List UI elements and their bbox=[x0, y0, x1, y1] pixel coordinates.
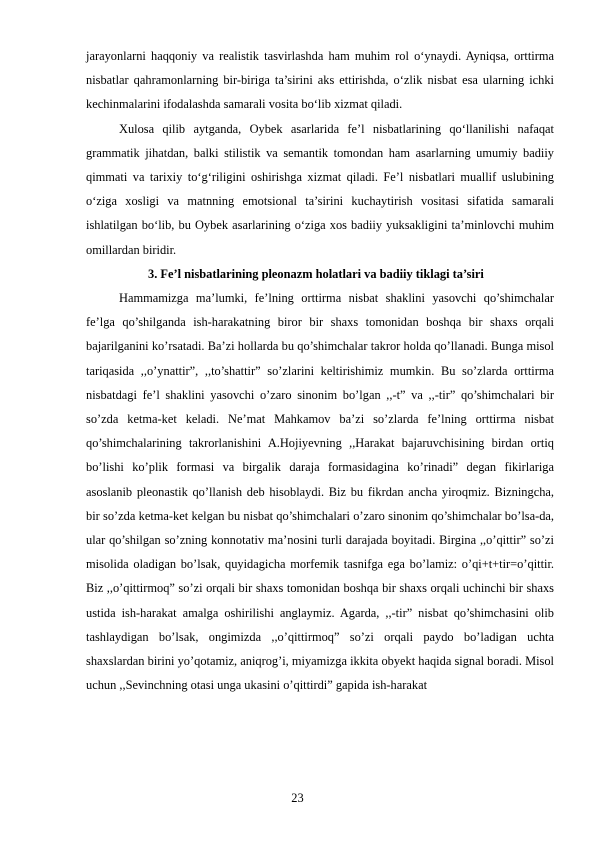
paragraph-body: Hammamizga ma’lumki, fe’lning orttirma nisbat shaklini yasovchi qo’shimchalar fe’lga qo’shilganda ish-harakatning biror bir shaxs tomonidan boshqa bir shaxs orqali bajarilganini ko’rsatadi. Ba’zi hollarda bu qo’shimchalar takror holda qo’llanadi. Bunga misol tariqasida ,,o’ynattir”, ,,to’shattir” so’zlarini keltirishimiz mumkin. Bu so’zlarda orttirma nisbatdagi fe’l shaklini yasovchi o’zaro sinonim bo’lgan ,,-t” va ,,-tir” qo’shimchalari bir so’zda ketma-ket keladi. Ne’mat Mahkamov ba’zi so’zlarda fe’lning orttirma nisbat qo’shimchalarining takrorlanishini A.Hojiyevning ,,Harakat bajaruvchisining birdan ortiq bo’lishi ko’plik formasi va birgalik daraja formasidagina ko’rinadi” degan fikirlariga asoslanib pleonastik qo’llanish deb hisoblaydi. Biz bu fikrdan ancha yiroqmiz. Bizningcha, bir so’zda ketma-ket kelgan bu nisbat qo’shimchalari o’zaro sinonim qo’shimchalar bo’lsa-da, ular qo’shilgan so’zning konnotativ ma’nosini turli darajada boyitadi. Birgina ,,o’qittir” so’zi misolida oladigan bo’lsak, quyidagicha morfemik tasnifga ega bo’lamiz: o’qi+t+tir=o’qittir. Biz ,,o’qittirmoq” so’zi orqali bir shaxs tomonidan boshqa bir shaxs orqali uchinchi bir shaxs ustida ish-harakat amalga oshirilishi anglaymiz. Agarda, ,,-tir” nisbat qo’shimchasini olib tashlaydigan bo’lsak, ongimizda ,,o’qittirmoq” so’zi orqali paydo bo’ladigan uchta shaxslardan birini yo’qotamiz, aniqrog’i, miyamizga ikkita obyekt haqida signal boradi. Misol uchun ,,Sevinchning otasi unga ukasini o’qittirdi” gapida ish-harakat bbox=[86, 291, 554, 693]
section-heading: 3. Fe’l nisbatlarining pleonazm holatlari va badiiy tiklagi ta’siri bbox=[148, 266, 484, 281]
document-page bbox=[86, 44, 554, 697]
paragraph-conclusion: Xulosa qilib aytganda, Oybek asarlarida fe’l nisbatlarining qo‘llanilishi nafaqat grammatik jihatdan, balki stilistik va semantik tomondan ham asarlarning umumiy badiiy qimmati va tarixiy to‘g‘riligini oshirishga xizmat qiladi. Fe’l nisbatlari muallif uslubining o‘ziga xosligi va matnning emotsional ta’sirini kuchaytirish vositasi sifatida samarali ishlatilgan bo‘lib, bu Oybek asarlarining o‘ziga xos badiiy yuksakligini ta’minlovchi muhim omillardan biridir. bbox=[86, 121, 554, 257]
page-number: 23 bbox=[291, 791, 304, 805]
paragraph-continuation: jarayonlarni haqqoniy va realistik tasvirlashda ham muhim rol o‘ynaydi. Ayniqsa, orttirma nisbatlar qahramonlarning bir-biriga ta’sirini aks ettirishda, o‘zlik nisbat esa ularning ichki kechinmalarini ifodalashda samarali vosita bo‘lib xizmat qiladi. bbox=[86, 49, 554, 112]
